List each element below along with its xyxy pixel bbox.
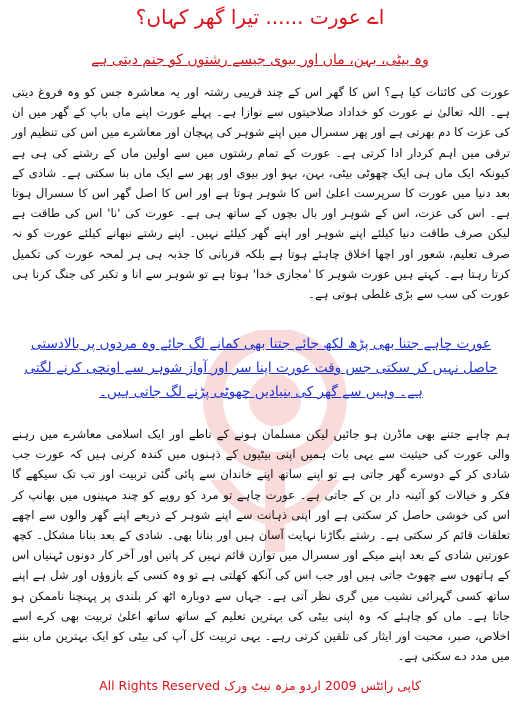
highlight-quote: عورت چاہے جتنا بھی پڑھ لکھ جائے جتنا بھی کمانے لگ جائے وہ مردوں پر بالادستی حاصل نہیں کر سکتی جس وقت عورت اپنا سر اور آواز شوہر سے اونچی کرنے لگتی ہے۔ وہیں سے گھر کی بنیادیں چھوٹی پڑنے لگ جاتی ہیں۔: [24, 336, 498, 400]
page-subtitle: وہ بیٹی، بہن، ماں اور بیوی جیسے رشتوں کو جنم دیتی ہے: [91, 52, 429, 68]
page-title: اے عورت ...... تیرا گھر کہاں؟: [135, 5, 385, 29]
copyright-footer: کاپی رائٹس 2009 اردو مزہ نیٹ ورک All Rights Reserved: [99, 678, 421, 693]
body-paragraph-1: عورت کی کائنات کیا ہے؟ اس کا گھر اس کے چند قریبی رشتہ اور یہ معاشرہ جس کو وہ فروغ دیتی ہے۔ اللہ تعالیٰ نے عورت کو خداداد صلاحیتوں سے نوازا ہے۔ پہلے عورت اپنے ماں باپ کے گھر میں ان کی عزت کا دم بھرتی ہے اور پھر سسرال میں اپنے شوہر کی پہچان اور معاشرے میں اس کی تنظیم اور ترقی میں اہم کردار ادا کرتی ہے۔ عورت کے تمام رشتوں میں سے اولین ماں کے رشتے کی ہی ہے کیونکہ ایک ماں ہی ایک چھوٹی بیٹی، بہن، بہو اور بیوی اور پھر سے ایک ماں بنا سکتی ہے۔ شادی کے بعد دنیا میں عورت کا سرپرست اعلیٰ اس کا شوہر ہوتا ہے اور اس کا اصل گھر اس کا سسرال ہوتا ہے۔ اس کی عزت، اس کے شوہر اور بال بچوں کے ساتھ ہی ہے۔ عورت کی 'نا' اس کی طاقت ہے لیکن صرف طاقت دنیا کیلئے اپنے شوہر اور اپنے گھر کیلئے نہیں۔ اپنے رشتے نبھانے کیلئے عورت کو نہ صرف تعلیم، شعور اور اچھا اخلاق چاہئے ہوتا ہے بلکہ قربانی کا جذبہ ہی ہر لمحہ عورت کی تکمیل کرتا رہتا ہے۔ کہتے ہیں عورت شوہر کا 'مجازی خدا' ہوتا ہے تو شوہر سے انا و تکبر کی جنگ کرنا ہی عورت کی سب سے بڑی غلطی ہوتی ہے۔: [12, 85, 510, 302]
body-paragraph-2: ہم چاہے جتنے بھی ماڈرن ہو جائیں لیکن مسلمان ہونے کے ناطے اور ایک اسلامی معاشرے میں رہنے والی عورت کی حیثیت سے یہی بات ہمیں اپنی بیٹیوں کے ذہنوں میں کندہ کرنی ہیں کہ عورت جب شادی کر کے دوسرے گھر جاتی ہے تو اپنے ساتھ اپنے خاندان سے پائی گئی تربیت اور تب تک سیکھے گا فکر و خیالات کو آئینہ دار بن کے جاتی ہے۔ عورت چاہے تو مرد کو روپے کو چند مہینوں میں بھانپ کر اس کی خوشی حاصل کر سکتی ہے اور اپنی ذہانت سے اپنے شوہر کے ذریعے اپنے گھر والوں سے اچھے تعلقات قائم کر سکتی ہے۔ رشتے بگاڑنا نہایت آسان ہیں اور بنانا بھی۔ شادی کے بعد بنانا مشکل۔ کچھ عورتیں شادی کے بعد اپنے میکے اور سسرال میں توازن قائم نہیں کر پاتیں اور آخر کار دونوں ٹہنیاں اس کے ہاتھوں سے چھوٹ جاتی ہیں اور جب اس کی آنکھ کھلتی ہے تو وہ کسی کے بازوؤں اور شل ہے اپنے ساتھ کسی گہرائی نشیب میں گری نظر آتی ہے۔ جہاں سے دوبارہ اٹھ کر بلندی پر پہنچنا ناممکن ہو جاتا ہے۔ ماں کو چاہئے کہ وہ اپنی بیٹی کی بہترین تعلیم کے ساتھ ساتھ اعلیٰ تربیت بھی کرے اسے اخلاص، صبر، محبت اور ایثار کی تلقین کرتی رہے۔ یہی تربیت کل آپ کی بیٹی کو ایک بہترین ماں بننے میں مدد دے سکتی ہے۔: [12, 427, 510, 664]
